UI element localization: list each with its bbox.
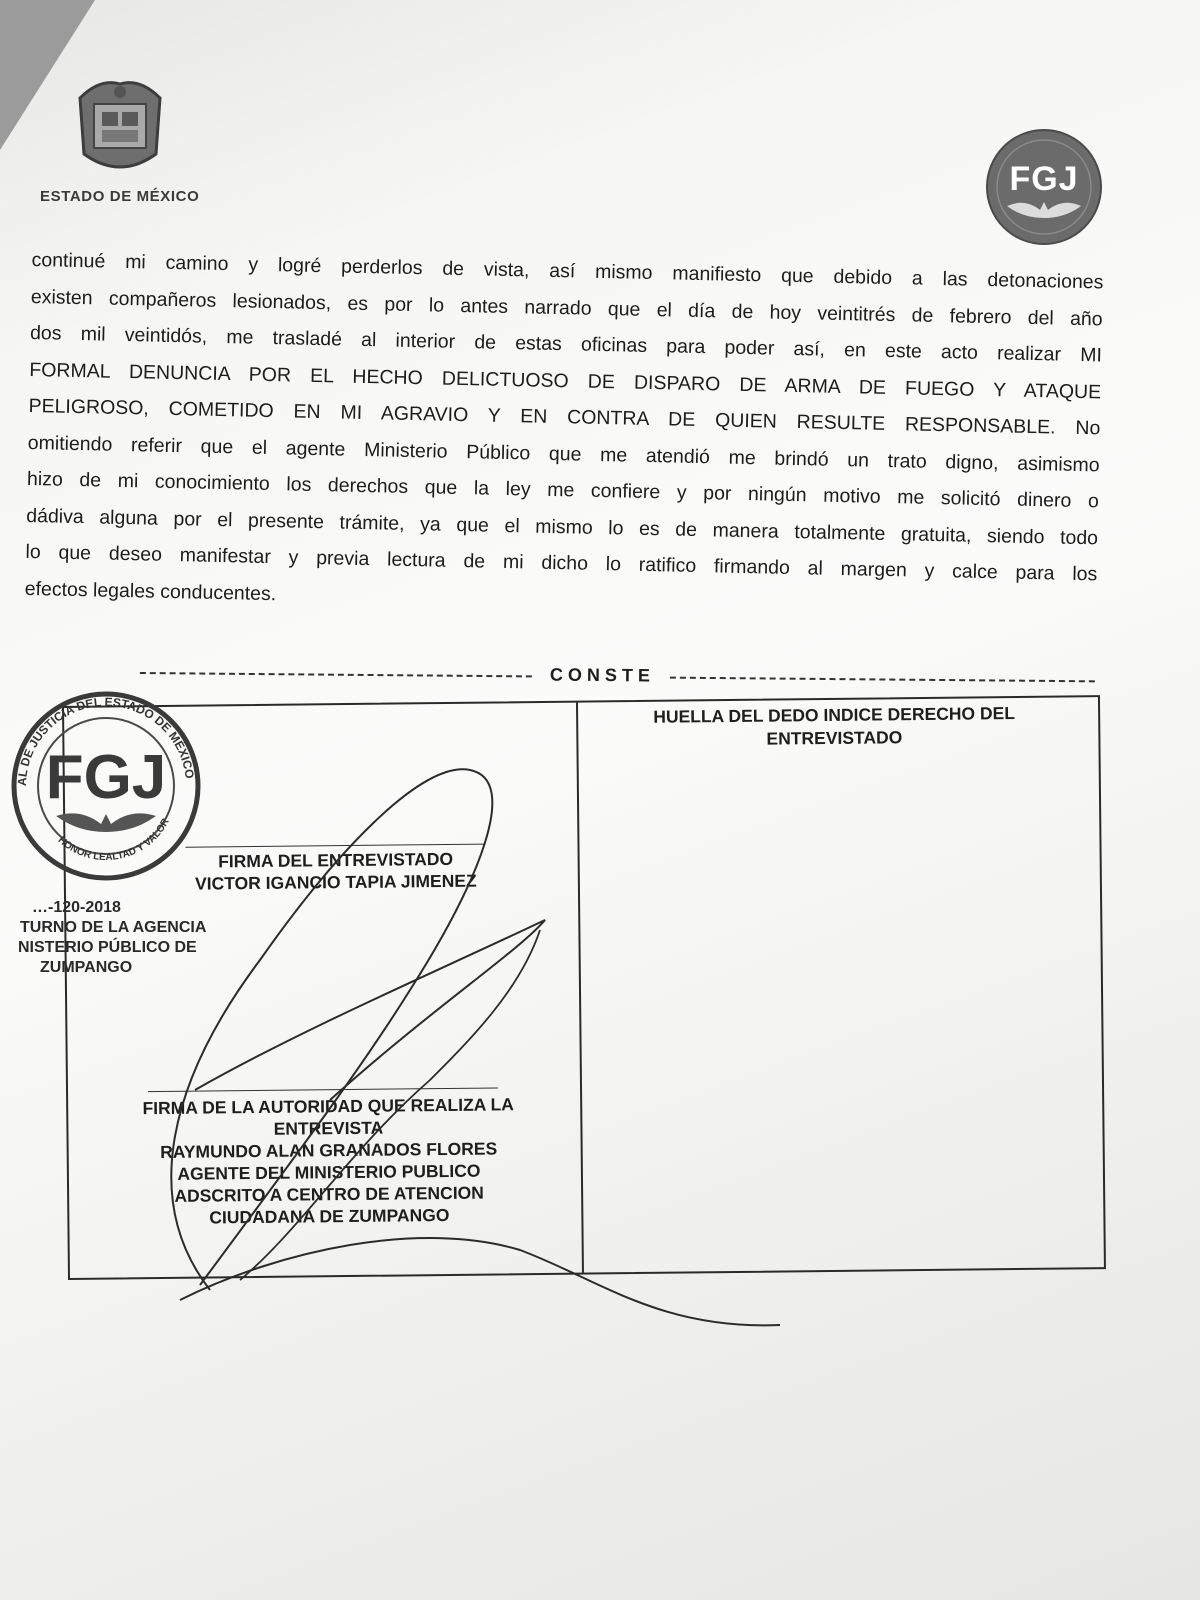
conste-separator	[140, 662, 1095, 690]
authority-role: AGENTE DEL MINISTERIO PUBLICO	[177, 1160, 481, 1184]
stamp-line: NISTERIO PÚBLICO DE	[18, 939, 197, 956]
text-line: hizo de mi conocimiento los derechos que la ley me confiere y por ningún motivo me solicitó dinero o	[26, 467, 1100, 513]
fingerprint-section-title	[584, 701, 1084, 752]
official-stamp-icon	[6, 686, 206, 886]
interviewee-name: VICTOR IGANCIO TAPIA JIMENEZ	[194, 870, 477, 894]
fingerprint-title-line: ENTREVISTADO	[766, 727, 903, 749]
stamp-text	[8, 898, 248, 978]
fingerprint-title-line: HUELLA DEL DEDO INDICE DERECHO DEL	[653, 703, 1016, 727]
text-line: dos mil veintidós, me trasladé al interior de estas oficinas para poder así, en este acto realizar MI	[29, 321, 1103, 367]
signature-form	[62, 695, 1106, 1280]
text-line: existen compañeros lesionados, es por lo antes narrado que el día de hoy veintitrés de febrero del año	[30, 285, 1103, 330]
state-label: ESTADO DE MÉXICO	[40, 188, 200, 205]
text-line: FORMAL DENUNCIA POR EL HECHO DELICTUOSO DE DISPARO DE ARMA DE FUEGO Y ATAQUE	[29, 358, 1102, 403]
authority-role: ADSCRITO A CENTRO DE ATENCION	[174, 1182, 484, 1206]
dashed-rule	[670, 677, 1095, 683]
authority-role: CIUDADANA DE ZUMPANGO	[209, 1204, 450, 1228]
authority-name: RAYMUNDO ALAN GRANADOS FLORES	[160, 1138, 498, 1162]
text-line: omitiendo referir que el agente Ministerio Público que me atendió me brindó un trato digno, asimismo	[27, 431, 1100, 476]
stamp-motto: HONOR LEALTAD Y VALOR	[55, 816, 172, 864]
dashed-rule	[140, 672, 532, 677]
text-line: efectos legales conducentes.	[24, 577, 277, 605]
stamp-line: TURNO DE LA AGENCIA	[20, 919, 207, 936]
interviewee-signature-label: FIRMA DEL ENTREVISTADO	[218, 848, 454, 872]
authority-label: FIRMA DE LA AUTORIDAD QUE REALIZA LA	[142, 1094, 514, 1119]
text-line: lo que deseo manifestar y previa lectura de mi dicho lo ratifico firmando al margen y calce para los	[25, 540, 1098, 586]
text-line: dádiva alguna por el presente trámite, ya que el mismo lo es de manera totalmente gratuita, siendo todo	[26, 504, 1099, 549]
coat-of-arms-icon	[70, 76, 170, 180]
conste-label: CONSTE	[549, 664, 655, 686]
text-line: PELIGROSO, COMETIDO EN MI AGRAVIO Y EN CONTRA DE QUIEN RESULTE RESPONSABLE. No	[28, 394, 1101, 440]
stamp-logo-text: FGJ	[45, 743, 167, 812]
authority-signature-block	[88, 1093, 569, 1230]
stamp-ring-text: AL DE JUSTICIA DEL ESTADO DE MÉXICO	[14, 694, 197, 787]
stamp-line: ZUMPANGO	[40, 959, 133, 976]
fgj-logo-text: FGJ	[1009, 160, 1079, 198]
stamp-line: …-120-2018	[32, 899, 121, 916]
declaration-text	[24, 242, 1103, 629]
text-line: continué mi camino y logré perderlos de vista, así mismo manifiesto que debido a las detonaciones	[31, 248, 1104, 294]
authority-label: ENTREVISTA	[273, 1117, 384, 1139]
form-divider	[576, 703, 584, 1273]
authority-signature-line	[148, 1087, 498, 1092]
